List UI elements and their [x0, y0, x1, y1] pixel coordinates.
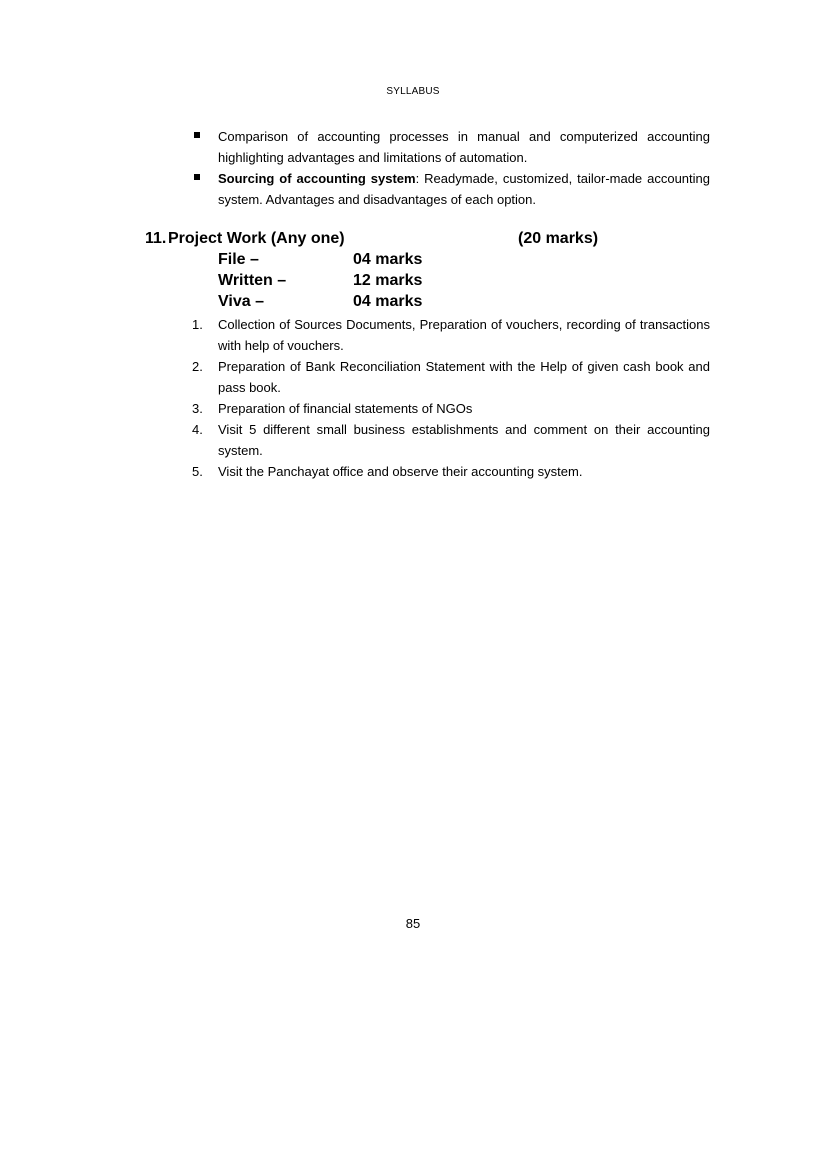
list-item-text: Preparation of Bank Reconciliation Statement with the Help of given cash book and pass book.: [218, 359, 710, 395]
list-item: [192, 398, 710, 419]
marks-row: [218, 293, 478, 314]
square-bullet-icon: [194, 132, 200, 138]
list-item: [192, 356, 710, 398]
bullet-list: [192, 126, 710, 210]
running-header: SYLLABUS: [386, 86, 440, 97]
marks-value: 04 marks: [353, 293, 423, 310]
bullet-bold-term: Sourcing of accounting system: [218, 171, 416, 186]
bullet-item: [192, 126, 710, 168]
bullet-text: : Readymade, customized, tailor-made accounting system. Advantages and disadvantages of each option.: [218, 171, 710, 207]
list-item: [192, 419, 710, 461]
list-item-text: Visit 5 different small business establishments and comment on their accounting system.: [218, 422, 710, 458]
page-number: 85: [405, 916, 421, 931]
list-item: [192, 461, 710, 482]
marks-row: [218, 251, 478, 272]
list-item-number: 4.: [192, 422, 203, 437]
list-item-text: Preparation of financial statements of NGOs: [218, 401, 473, 416]
list-item-number: 2.: [192, 359, 203, 374]
list-item-number: 3.: [192, 401, 203, 416]
square-bullet-icon: [194, 174, 200, 180]
list-item-text: Visit the Panchayat office and observe their accounting system.: [218, 464, 583, 479]
marks-row: [218, 272, 478, 293]
list-item-number: 1.: [192, 317, 203, 332]
bullet-text: Comparison of accounting processes in manual and computerized accounting highlighting advantages and limitations of automation.: [218, 129, 710, 165]
marks-label: Viva –: [218, 293, 264, 310]
section-number: 11.: [145, 230, 167, 247]
marks-label: File –: [218, 251, 259, 268]
section-heading: [145, 230, 625, 252]
section-title: Project Work (Any one): [168, 230, 345, 247]
section-marks: (20 marks): [518, 230, 599, 247]
marks-value: 04 marks: [353, 251, 423, 268]
marks-breakdown: [218, 251, 478, 314]
marks-value: 12 marks: [353, 272, 423, 289]
list-item-number: 5.: [192, 464, 203, 479]
marks-label: Written –: [218, 272, 287, 289]
numbered-list: [192, 314, 710, 482]
list-item-text: Collection of Sources Documents, Preparation of vouchers, recording of transactions with help of vouchers.: [218, 317, 710, 353]
list-item: [192, 314, 710, 356]
bullet-item: [192, 168, 710, 210]
